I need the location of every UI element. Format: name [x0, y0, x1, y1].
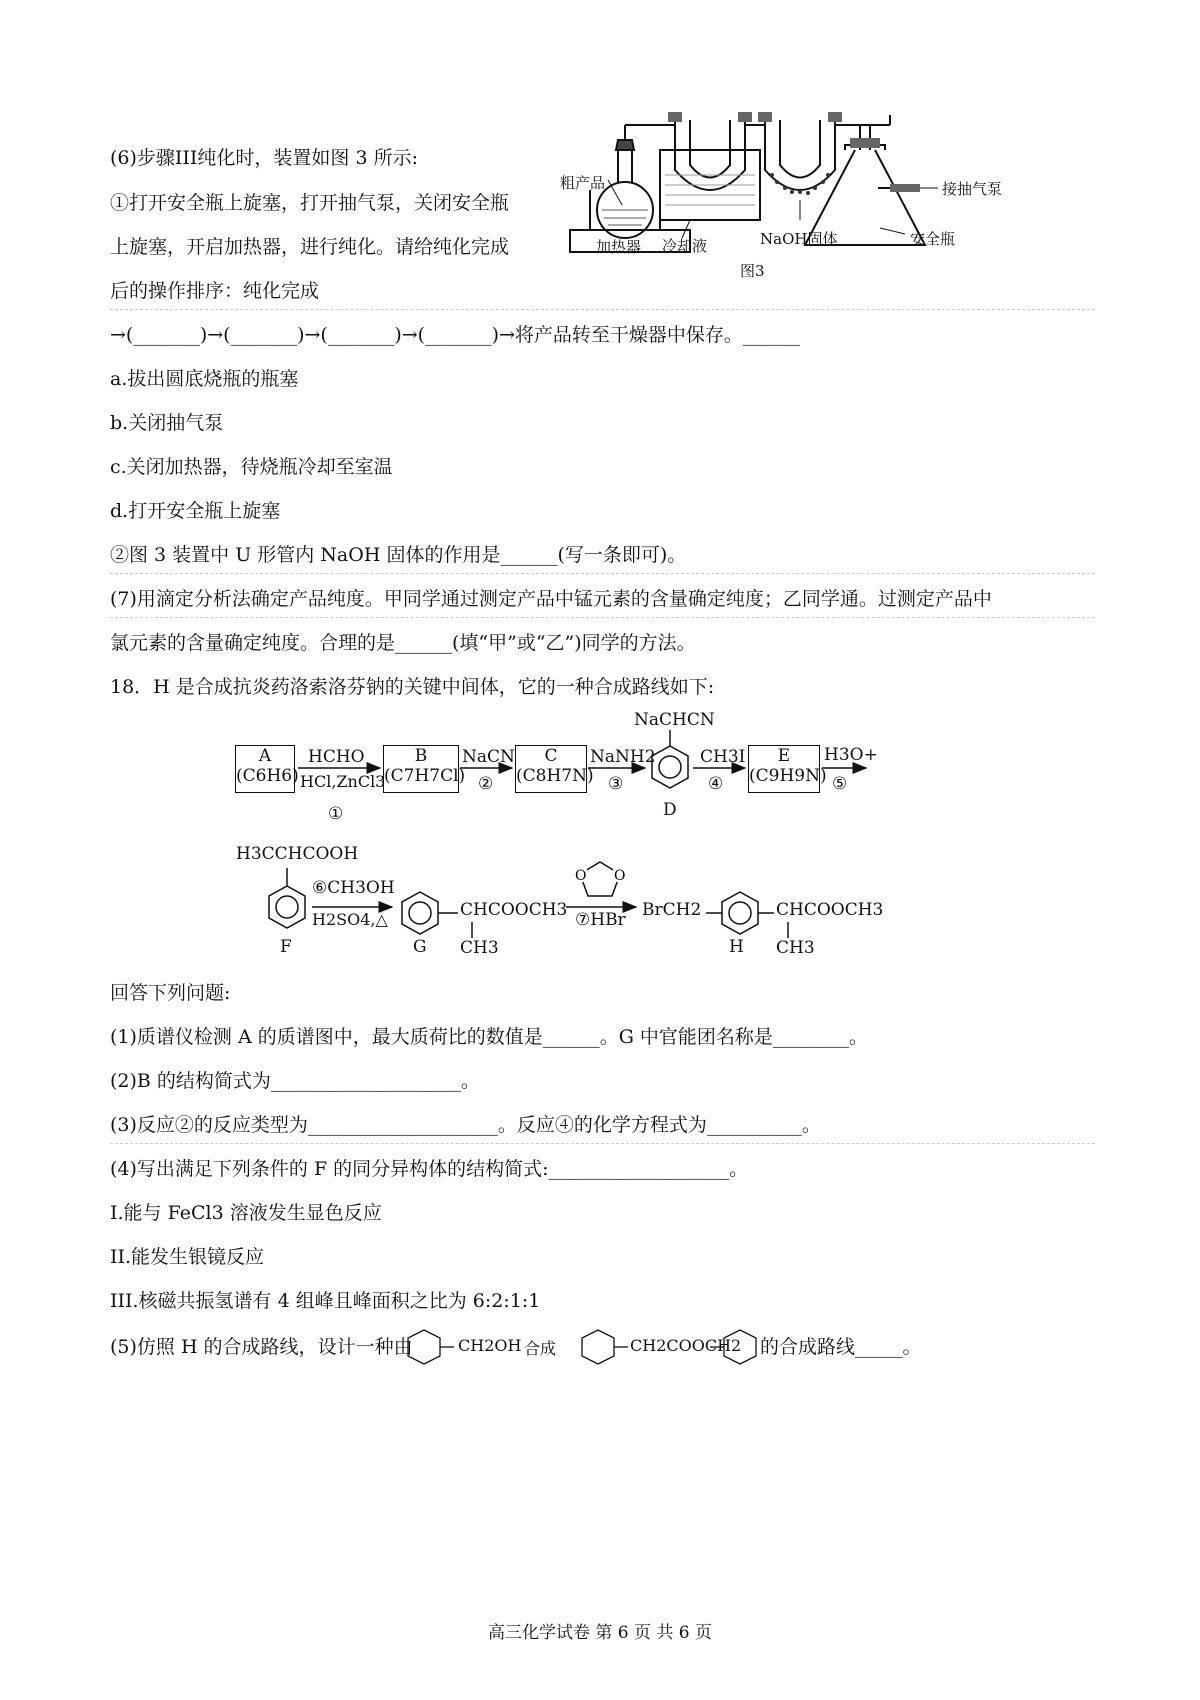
reagent-6-bottom: H2SO4,△	[312, 910, 388, 929]
reaction-1-number: ①	[328, 804, 344, 824]
q18-part3: (3)反应②的反应类型为____________________。反应④的化学方程式为__________。	[110, 1114, 821, 1136]
q6-option-c: c.关闭加热器，待烧瓶冷却至室温	[110, 456, 393, 478]
figure-3-caption: 图3	[740, 262, 765, 280]
benzene-ring-F	[269, 886, 305, 928]
answer-prompt: 回答下列问题:	[110, 982, 231, 1004]
fig3-label-heater: 加热器	[596, 238, 642, 256]
reagent-6-top: ⑥CH3OH	[312, 878, 395, 898]
compound-H-prefix: BrCH2	[642, 900, 702, 920]
q6-sequence: →(_______)→(_______)→(_______)→(_______)→将产品转至干燥器中保存。______	[110, 324, 800, 346]
compound-D-substituent: NaCHCN	[634, 710, 715, 730]
compound-H-label: H	[729, 937, 744, 957]
divider	[110, 309, 1095, 310]
q18-part5-a: (5)仿照 H 的合成路线，设计一种由	[110, 1336, 413, 1358]
reaction-2-number: ②	[478, 774, 494, 794]
reagent-1-top: HCHO	[308, 747, 365, 767]
compound-B-formula: (C7H7Cl)	[384, 766, 466, 786]
q18-part2: (2)B 的结构简式为____________________。	[110, 1070, 480, 1092]
q18-part4: (4)写出满足下列条件的 F 的同分异构体的结构简式:___________________。	[110, 1158, 749, 1180]
compound-A-formula: (C6H6)	[236, 766, 299, 786]
reaction-5-number: ⑤	[832, 774, 848, 794]
compound-C-formula: (C8H7N)	[516, 766, 594, 786]
fig3-label-crude: 粗产品	[560, 174, 606, 192]
reaction-4-number: ④	[708, 774, 724, 794]
page-footer: 高三化学试卷 第 6 页 共 6 页	[487, 1623, 713, 1643]
q6-part2: ②图 3 装置中 U 形管内 NaOH 固体的作用是______(写一条即可)。	[110, 544, 687, 566]
compound-C-letter: C	[544, 746, 558, 766]
fig3-label-pump: 接抽气泵	[942, 180, 1003, 198]
compound-H-branch: CH3	[776, 938, 815, 958]
route1-arrows	[0, 700, 1200, 840]
figure-3-apparatus	[560, 110, 1120, 310]
route2-structures	[0, 840, 1200, 970]
q18-stem: 18．H 是合成抗炎药洛索洛芬钠的关键中间体，它的一种合成路线如下:	[110, 676, 715, 698]
reaction-3-number: ③	[608, 774, 624, 794]
compound-F-substituent: H3CCHCOOH	[236, 844, 359, 864]
condition-2: II.能发生银镜反应	[110, 1246, 265, 1268]
q6-stem: (6)步骤III纯化时，装置如图 3 所示:	[110, 147, 418, 169]
divider	[110, 1143, 1095, 1144]
compound-G-branch: CH3	[460, 938, 499, 958]
fig3-label-safety: 安全瓶	[910, 230, 956, 248]
compound-F-label: F	[280, 937, 292, 957]
fig3-label-naoh: NaOH固体	[760, 230, 838, 248]
q18-part5-end: 的合成路线_____。	[760, 1336, 922, 1358]
reagent-3-top: NaNH2	[590, 747, 656, 767]
compound-A-letter: A	[258, 746, 272, 766]
benzene-ring-D	[652, 730, 688, 788]
compound-E-formula: (C9H9N)	[749, 766, 827, 786]
compound-H-chain: CHCOOCH3	[776, 900, 884, 920]
divider	[110, 573, 1095, 574]
q6-step1-line2: 上旋塞，开启加热器，进行纯化。请给纯化完成	[110, 236, 510, 258]
reagent-7-bottom: ⑦HBr	[575, 910, 626, 930]
compound-G-chain: CHCOOCH3	[460, 900, 568, 920]
q18-part5-product-group: CH2COOCH2	[630, 1336, 742, 1355]
q6-option-d: d.打开安全瓶上旋塞	[110, 500, 281, 522]
reagent-1-bottom: HCl,ZnCl3	[300, 772, 386, 791]
q18-part5-reactant-group: CH2OH	[458, 1336, 522, 1355]
compound-E-letter: E	[777, 746, 791, 766]
q6-step1-line3: 后的操作排序：纯化完成	[110, 280, 320, 302]
divider	[110, 617, 1095, 618]
q6-step1-line1: ①打开安全瓶上旋塞，打开抽气泵，关闭安全瓶	[110, 192, 510, 214]
q7-line2: 氯元素的含量确定纯度。合理的是______(填“甲”或“乙”)同学的方法。	[110, 632, 696, 654]
q18-part1: (1)质谱仪检测 A 的质谱图中，最大质荷比的数值是______。G 中官能团名称是________。	[110, 1026, 868, 1048]
condition-3: III.核磁共振氢谱有 4 组峰且峰面积之比为 6:2:1:1	[110, 1290, 541, 1312]
benzene-ring-G	[402, 892, 438, 934]
reagent-5-top: H3O+	[824, 745, 878, 765]
benzene-ring-H	[722, 892, 758, 934]
q7-line1: (7)用滴定分析法确定产品纯度。甲同学通过测定产品中锰元素的含量确定纯度；乙同学通。过测定产品中	[110, 588, 992, 610]
q6-option-b: b.关闭抽气泵	[110, 412, 224, 434]
fig3-label-coolant: 冷却液	[662, 237, 708, 255]
svg-text:O: O	[575, 868, 587, 884]
reagent-4-top: CH3I	[700, 747, 746, 767]
compound-B-letter: B	[414, 746, 428, 766]
q18-part5-conj: 合成	[524, 1339, 557, 1358]
compound-D-label: D	[663, 800, 677, 820]
reagent-2-top: NaCN	[462, 747, 515, 767]
q6-option-a: a.拔出圆底烧瓶的瓶塞	[110, 368, 299, 390]
svg-text:O: O	[614, 868, 626, 884]
compound-G-label: G	[413, 937, 427, 957]
condition-1: I.能与 FeCl3 溶液发生显色反应	[110, 1202, 382, 1224]
